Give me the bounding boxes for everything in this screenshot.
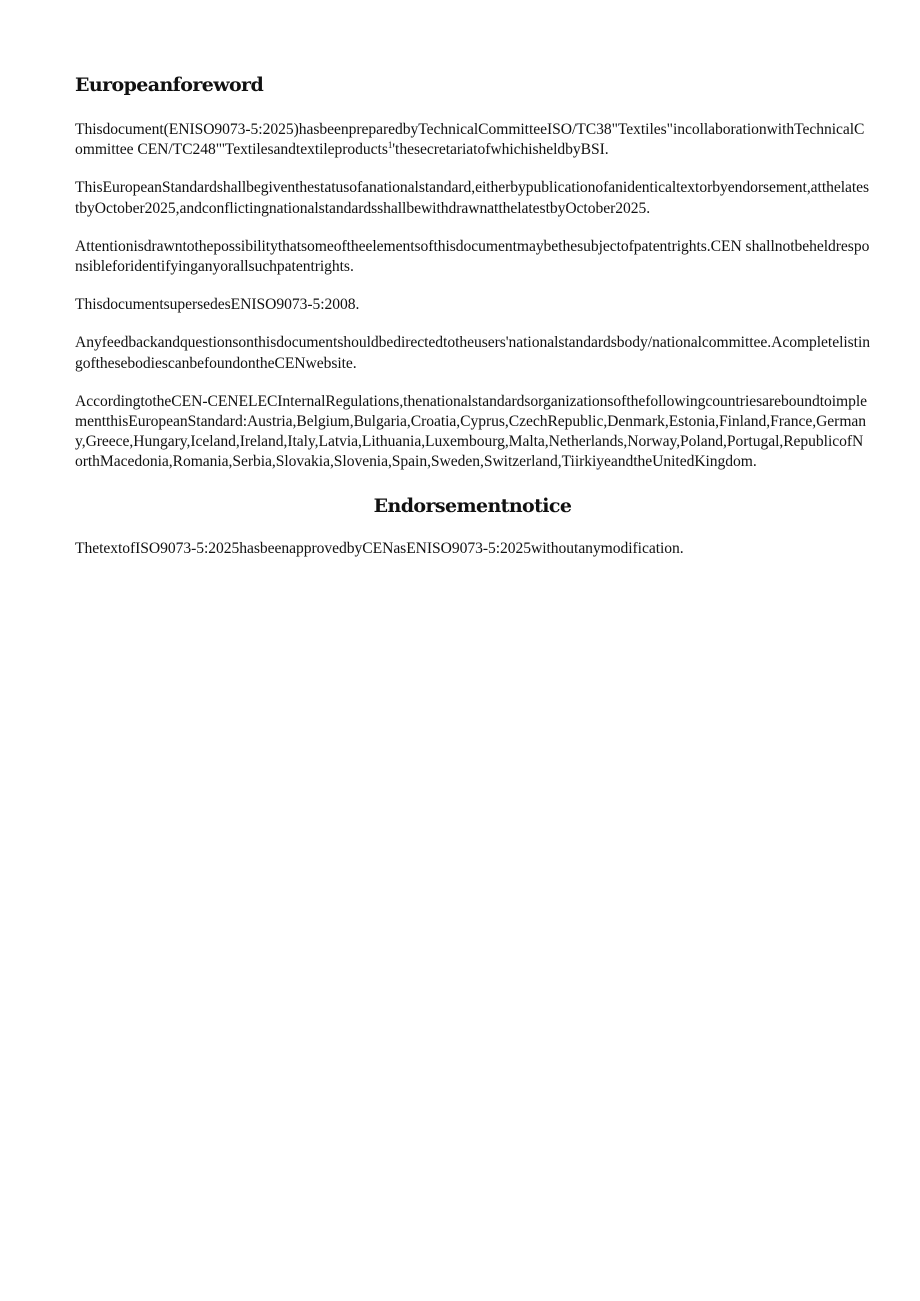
- preparation-text-end: 'thesecretariatofwhichisheldbyBSI.: [392, 141, 609, 159]
- endorsement-heading: Endorsementnotice: [373, 494, 572, 517]
- document-page: [75, 72, 870, 577]
- foreword-paragraph-patents: Attentionisdrawntothepossibilitythatsomeoftheelementsofthisdocumentmaybethesubjectofpatentrights.CEN shallnotbeheldresponsibleforidentifyinganyorallsuchpatentrights.: [75, 237, 870, 276]
- footnote-marker: 1: [387, 140, 393, 151]
- foreword-paragraph-feedback: Anyfeedbackandquestionsonthisdocumentshouldbedirectedtotheusers'nationalstandardsbody/nationalcommittee.AcompletelistingofthesebodiescanbefoundontheCENwebsite.: [75, 334, 870, 372]
- foreword-paragraph-status: ThisEuropeanStandardshallbegiventhestatusofanationalstandard,eitherbypublicationofanidenticaltextorbyendorsement,atthelatestbyOctober2025,andconflictingnationalstandardsshallbewithdrawnatthelatestbyOctober2025.: [75, 179, 870, 217]
- foreword-heading: Europeanforeword: [75, 74, 264, 96]
- foreword-paragraph-preparation: [75, 120, 870, 160]
- foreword-paragraph-countries: AccordingtotheCEN-CENELECInternalRegulations,thenationalstandardsorganizationsofthefollowingcountriesareboundtoimplementthisEuropeanStandard:Austria,Belgium,Bulgaria,Croatia,Cyprus,CzechRepublic,Denmark,Estonia,Finland,France,Germany,Greece,Hungary,Iceland,Ireland,Italy,Latvia,Lithuania,Luxembourg,Malta,Netherlands,Norway,Poland,Portugal,RepublicofNorthMacedonia,Romania,Serbia,Slovakia,Slovenia,Spain,Sweden,Switzerland,TiirkiyeandtheUnitedKingdom.: [75, 392, 868, 471]
- foreword-paragraph-supersedes: ThisdocumentsupersedesENISO9073-5:2008.: [75, 296, 360, 314]
- endorsement-text: ThetextofISO9073-5:2025hasbeenapprovedbyCENasENISO9073-5:2025withoutanymodification.: [75, 539, 684, 557]
- preparation-text: Thisdocument(ENISO9073-5:2025)hasbeenpreparedbyTechnicalCommitteeISO/TC38"Textiles"incollaborationwithTechnicalCommittee CEN/TC248"'Textilesandtextileproducts: [75, 121, 865, 159]
